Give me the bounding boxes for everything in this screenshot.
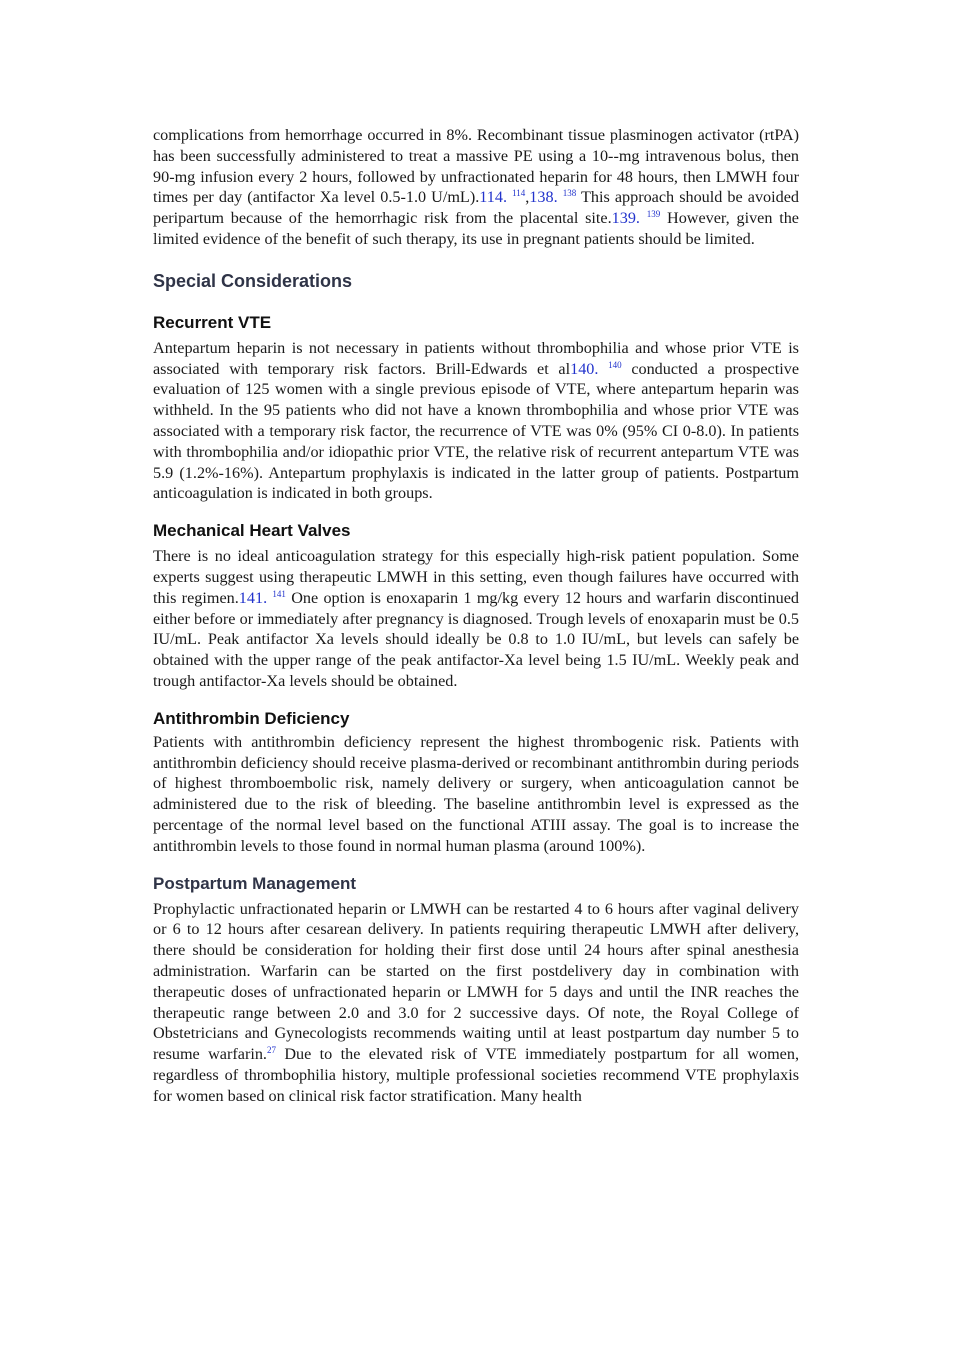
citation-link-141[interactable]: 141. xyxy=(238,588,268,607)
citation-link-140[interactable]: 140. xyxy=(570,359,599,378)
recurrent-text-1: Antepartum heparin is not necessary in patients without thrombophilia and whose prior VTE is associated with temporary risk factors. Brill-Edwards et al xyxy=(153,338,799,378)
mechanical-text-1: There is no ideal anticoagulation strategy for this especially high-risk patient population. Some experts suggest using therapeutic LMWH in this setting, even though failures have occurred with this regimen. xyxy=(153,547,799,607)
postpartum-text-2: Due to the elevated risk of VTE immediately postpartum for all women, regardless of thrombophilia history, multiple professional societies recommend VTE prophylaxis for women based on clinical risk factor stratification. Many health xyxy=(153,1045,799,1105)
mechanical-valves-paragraph xyxy=(153,546,799,692)
postpartum-text-1: Prophylactic unfractionated heparin or LMWH can be restarted 4 to 6 hours after vaginal delivery or 6 to 12 hours after cesarean delivery. In patients requiring therapeutic LMWH after delivery, there should be consideration for holding their first dose until 24 hours after spinal anesthesia administration. Warfarin can be started on the first postdelivery day in combination with therapeutic doses of unfractionated heparin or LMWH for 5 days and until the INR reaches the therapeutic range between 2.0 and 3.0 for 2 successive days. Of note, the Royal College of Obstetricians and Gynecologists recommends waiting until at least postpartum day number 5 to resume warfarin. xyxy=(153,899,799,1064)
postpartum-paragraph xyxy=(153,899,799,1107)
superscript-141: 141 xyxy=(272,588,286,599)
superscript-139: 139 xyxy=(646,209,661,220)
superscript-27: 27 xyxy=(266,1045,276,1056)
mechanical-text-2: One option is enoxaparin 1 mg/kg every 12 hours and warfarin discontinued either before or immediately after pregnancy is diagnosed. Trough levels of enoxaparin must be 0.5 IU/mL. Peak antifactor Xa levels should ideally be 0.8 to 1.0 IU/mL, but levels can safely be obtained with the upper range of the peak antifactor-Xa level being 1.5 IU/mL. Weekly peak and trough antifactor-Xa levels should be obtained. xyxy=(153,588,799,690)
citation-link-114[interactable]: 114. xyxy=(479,188,507,207)
intro-text-3: However, given the limited evidence of the benefit of such therapy, its use in pregnant patients should be limited. xyxy=(153,209,799,248)
antithrombin-paragraph: Patients with antithrombin deficiency represent the highest thrombogenic risk. Patients with antithrombin deficiency should receive plasma-derived or recombinant antithrombin during periods of highest thromboembolic risk, namely delivery or surgery, when anticoagulation cannot be administered due to the risk of bleeding. The baseline antithrombin level is expressed as the percentage of the normal level based on the functional ATIII assay. The goal is to increase the antithrombin levels to those found in normal human plasma (around 100%). xyxy=(153,732,799,855)
document-page xyxy=(153,125,799,1106)
superscript-138: 138 xyxy=(562,188,577,199)
subsection-heading-mechanical-heart-valves: Mechanical Heart Valves xyxy=(153,521,351,541)
section-heading-special-considerations: Special Considerations xyxy=(153,270,353,291)
subsection-heading-antithrombin-deficiency: Antithrombin Deficiency xyxy=(153,708,350,728)
comma-separator: , xyxy=(525,188,530,207)
subsection-heading-postpartum-management: Postpartum Management xyxy=(153,873,357,893)
intro-text-1: complications from hemorrhage occurred in 8%. Recombinant tissue plasminogen activator (rtPA) has been successfully administered to treat a massive PE using a 10--mg intravenous bolus, then 90-mg infusion every 2 hours, followed by unfractionated heparin for 48 hours, then LMWH four times per day (antifactor Xa level 0.5-1.0 U/mL). xyxy=(153,126,799,207)
intro-text-2: This approach should be avoided peripartum because of the hemorrhagic risk from the placental site. xyxy=(153,188,800,228)
subsection-heading-recurrent-vte: Recurrent VTE xyxy=(153,312,272,332)
recurrent-text-2: conducted a prospective evaluation of 125 women with a single previous episode of VTE, where antepartum heparin was withheld. In the 95 patients who did not have a known thrombophilia and whose prior VTE was associated with a temporary risk factor, the recurrence of VTE was 0% (95% CI 0-8.0). In patients with thrombophilia and/or idiopathic prior VTE, the relative risk of recurrent antepartum VTE was 5.9 (1.2%-16%). Antepartum prophylaxis is indicated in the latter group of patients. Postpartum anticoagulation is indicated in both groups. xyxy=(153,359,800,503)
citation-link-138[interactable]: 138. xyxy=(529,188,558,207)
intro-paragraph xyxy=(153,125,799,250)
superscript-114: 114 xyxy=(512,188,526,199)
citation-link-139[interactable]: 139. xyxy=(611,209,640,228)
superscript-140: 140 xyxy=(608,359,622,370)
recurrent-vte-paragraph xyxy=(153,338,799,504)
